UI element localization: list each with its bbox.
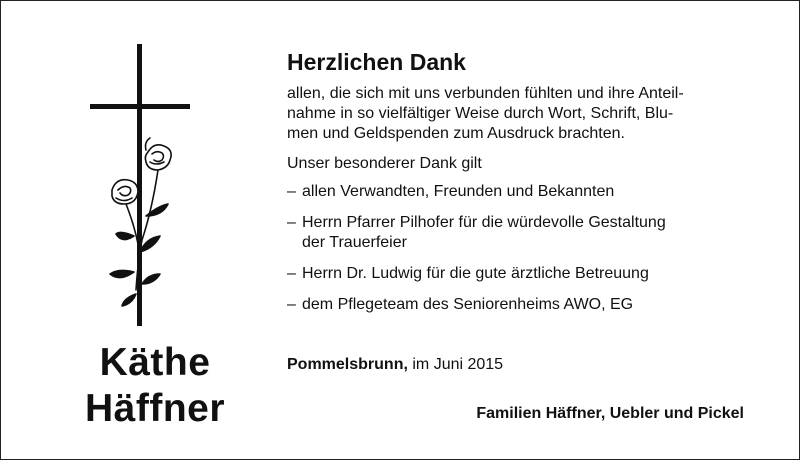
notice-content: [287, 48, 762, 326]
signature: Familien Häffner, Uebler und Pickel: [476, 405, 744, 422]
list-text: [302, 295, 762, 315]
deceased-name: [60, 340, 250, 432]
list-text: [302, 182, 762, 202]
list-line: Herrn Pfarrer Pilhofer für die würdevolle Gestaltung: [302, 214, 666, 231]
last-name: Häffner: [84, 387, 226, 430]
list-line: Herrn Dr. Ludwig für die gute ärztliche Betreuung: [302, 265, 649, 282]
first-name: Käthe: [99, 341, 211, 384]
list-text: [302, 213, 762, 253]
list-dash: –: [287, 265, 296, 282]
list-dash: –: [287, 296, 296, 313]
list-item: [287, 295, 762, 315]
place-date: [287, 355, 503, 375]
list-item: [287, 182, 762, 202]
list-dash: –: [287, 214, 296, 231]
intro-line: allen, die sich mit uns verbunden fühlten und ihre Anteil-: [287, 85, 684, 102]
intro-text: [287, 84, 762, 144]
list-text: [302, 264, 762, 284]
list-dash: –: [287, 183, 296, 200]
place: Pommelsbrunn,: [287, 356, 408, 373]
list-item: [287, 213, 762, 253]
date: im Juni 2015: [412, 356, 504, 373]
list-line: dem Pflegeteam des Seniorenheims AWO, EG: [302, 296, 634, 313]
cross-icon: [90, 44, 190, 326]
list-line: allen Verwandten, Freunden und Bekannten: [302, 183, 615, 200]
list-line: der Trauerfeier: [302, 234, 407, 251]
intro-line: nahme in so vielfältiger Weise durch Wort, Schrift, Blu-: [287, 105, 674, 122]
notice-heading: Herzlichen Dank: [287, 49, 466, 75]
list-item: [287, 264, 762, 284]
thanks-list: [287, 182, 762, 315]
cross-with-roses-icon: [80, 40, 200, 330]
intro-line: men und Geldspenden zum Ausdruck brachten.: [287, 125, 625, 142]
special-thanks: Unser besonderer Dank gilt: [287, 155, 482, 172]
